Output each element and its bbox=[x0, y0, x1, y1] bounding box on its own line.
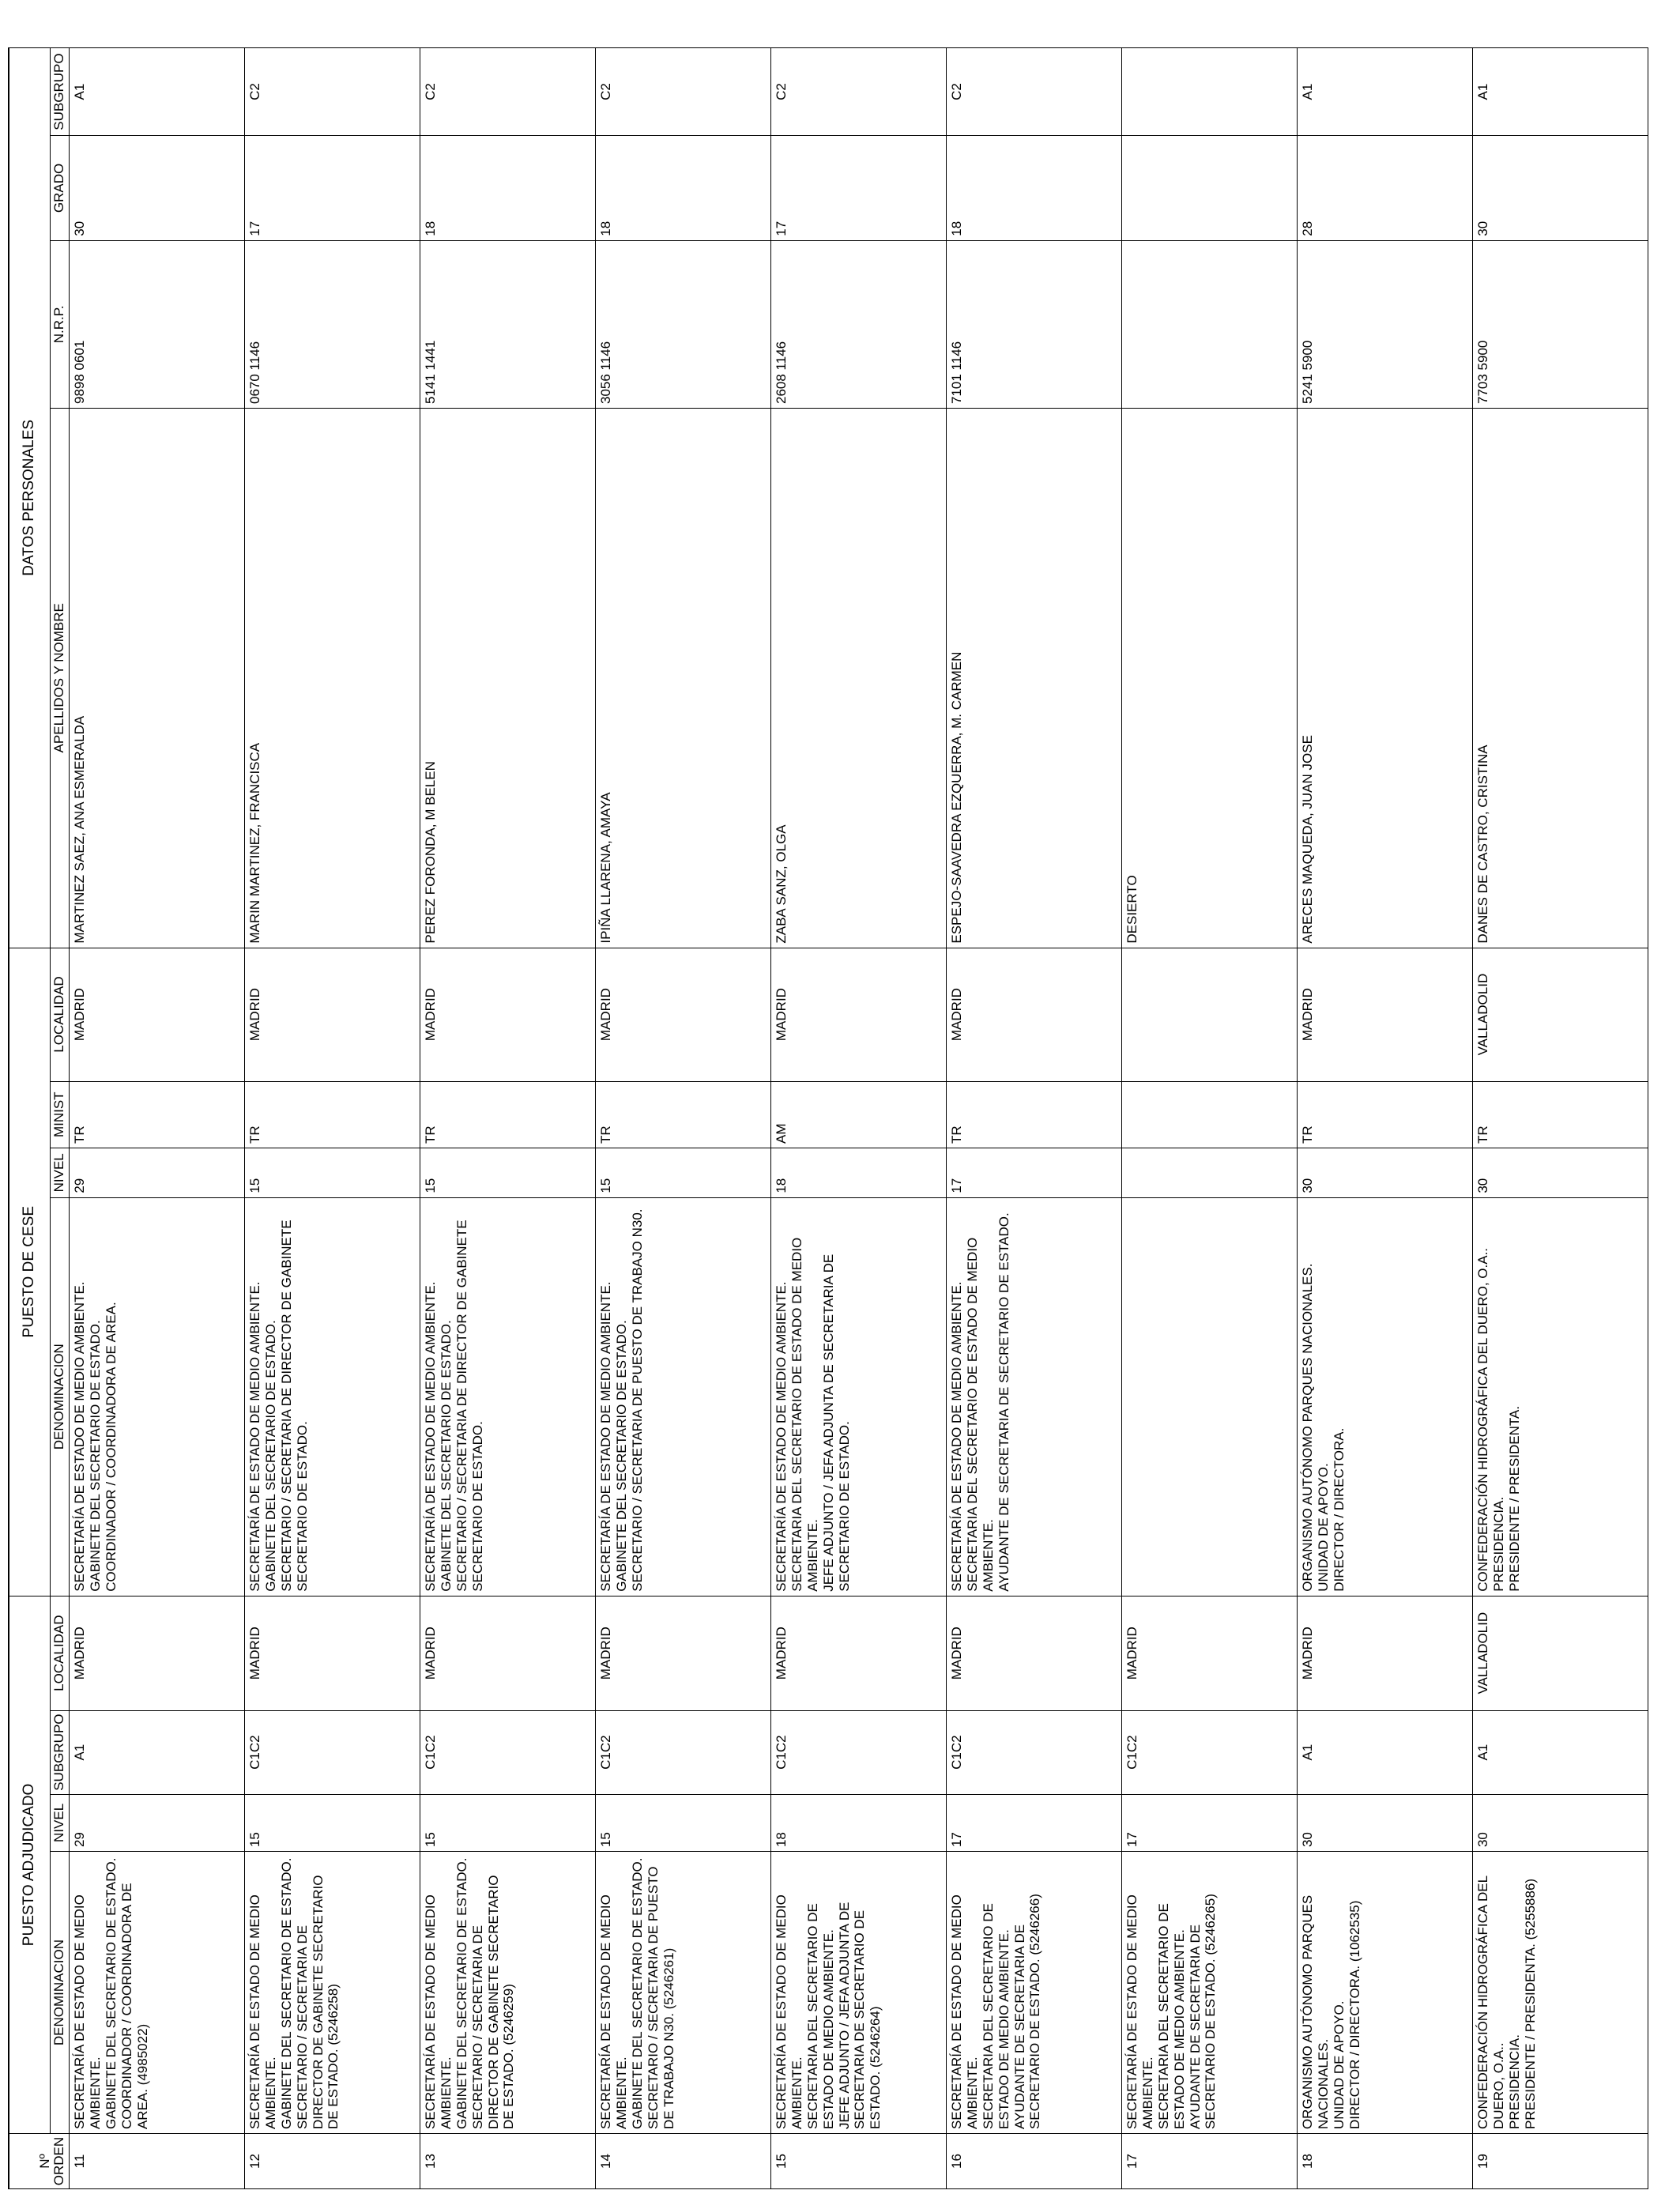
cell-adj-nivel: 18 bbox=[771, 1794, 947, 1851]
cell-orden: 12 bbox=[245, 2134, 420, 2189]
cell-orden: 14 bbox=[596, 2134, 771, 2189]
cell-minist: TR bbox=[1298, 1081, 1473, 1148]
cell-cese-nivel: 15 bbox=[420, 1148, 596, 1197]
table-row bbox=[70, 48, 245, 2189]
header-subgrupo: SUBGRUPO bbox=[51, 1710, 70, 1794]
cell-cese-nivel: 15 bbox=[245, 1148, 420, 1197]
cell-nrp: 7101 1146 bbox=[947, 240, 1122, 408]
cell-orden: 18 bbox=[1298, 2134, 1473, 2189]
cell-cese-nivel: 29 bbox=[70, 1148, 245, 1197]
cell-minist: TR bbox=[947, 1081, 1122, 1148]
cell-cese-denominacion: SECRETARÍA DE ESTADO DE MEDIO AMBIENTE. SECRETARIA DEL SECRETARIO DE ESTADO DE MEDIO AMBIENTE. AYUDANTE DE SECRETARIA DE SECRETARIO DE ESTADO. bbox=[947, 1197, 1122, 1596]
cell-apellidos: ESPEJO-SAAVEDRA EZQUERRA, M. CARMEN bbox=[947, 408, 1122, 948]
cell-apellidos: MARIN MARTINEZ, FRANCISCA bbox=[245, 408, 420, 948]
cell-cese-localidad bbox=[1122, 948, 1298, 1081]
rotated-table-wrapper bbox=[8, 47, 1628, 2189]
header-dp-subgrupo: SUBGRUPO bbox=[51, 48, 70, 136]
cell-adj-nivel: 15 bbox=[596, 1794, 771, 1851]
cell-adj-subgrupo: C1C2 bbox=[245, 1710, 420, 1794]
cell-cese-denominacion: SECRETARÍA DE ESTADO DE MEDIO AMBIENTE. GABINETE DEL SECRETARIO DE ESTADO. COORDINADOR / COORDINADORA DE AREA. bbox=[70, 1197, 245, 1596]
cell-cese-denominacion bbox=[1122, 1197, 1298, 1596]
cell-minist: TR bbox=[1473, 1081, 1648, 1148]
cell-cese-nivel: 30 bbox=[1473, 1148, 1648, 1197]
cell-adj-nivel: 15 bbox=[420, 1794, 596, 1851]
cell-grado bbox=[1122, 136, 1298, 241]
cell-apellidos: PEREZ FORONDA, M BELEN bbox=[420, 408, 596, 948]
cell-subgrupo: A1 bbox=[1298, 48, 1473, 136]
cell-cese-denominacion: SECRETARÍA DE ESTADO DE MEDIO AMBIENTE. SECRETARIA DEL SECRETARIO DE ESTADO DE MEDIO AMBIENTE. JEFE ADJUNTO / JEFA ADJUNTA DE SECRETARIA DE SECRETARIO DE ESTADO. bbox=[771, 1197, 947, 1596]
cell-grado: 30 bbox=[70, 136, 245, 241]
cell-orden: 19 bbox=[1473, 2134, 1648, 2189]
header-nivel: NIVEL bbox=[51, 1794, 70, 1851]
cell-orden: 11 bbox=[70, 2134, 245, 2189]
cell-adj-subgrupo: A1 bbox=[1473, 1710, 1648, 1794]
cell-adj-denominacion: SECRETARÍA DE ESTADO DE MEDIO AMBIENTE. GABINETE DEL SECRETARIO DE ESTADO. SECRETARIO / SECRETARIA DE DIRECTOR DE GABINETE SECRETARIO DE ESTADO. (5246258) bbox=[245, 1852, 420, 2134]
cell-adj-subgrupo: C1C2 bbox=[771, 1710, 947, 1794]
table-row bbox=[420, 48, 596, 2189]
cell-adj-nivel: 29 bbox=[70, 1794, 245, 1851]
cell-cese-nivel: 30 bbox=[1298, 1148, 1473, 1197]
cell-minist: TR bbox=[245, 1081, 420, 1148]
cell-adj-denominacion: CONFEDERACIÓN HIDROGRÁFICA DEL DUERO, O.A.. PRESIDENCIA. PRESIDENTE / PRESIDENTA. (5255886) bbox=[1473, 1852, 1648, 2134]
cell-cese-denominacion: SECRETARÍA DE ESTADO DE MEDIO AMBIENTE. GABINETE DEL SECRETARIO DE ESTADO. SECRETARIO / SECRETARIA DE PUESTO DE TRABAJO N30. bbox=[596, 1197, 771, 1596]
cell-adj-denominacion: SECRETARÍA DE ESTADO DE MEDIO AMBIENTE. SECRETARIA DEL SECRETARIO DE ESTADO DE MEDIO AMBIENTE. AYUDANTE DE SECRETARIA DE SECRETARIO DE ESTADO. (5246266) bbox=[947, 1852, 1122, 2134]
cell-adj-nivel: 30 bbox=[1473, 1794, 1648, 1851]
cell-grado: 17 bbox=[771, 136, 947, 241]
cell-cese-localidad: MADRID bbox=[1298, 948, 1473, 1081]
cell-nrp: 3056 1146 bbox=[596, 240, 771, 408]
header-group-datos-personales: DATOS PERSONALES bbox=[9, 48, 51, 948]
table-row bbox=[947, 48, 1122, 2189]
cell-cese-localidad: VALLADOLID bbox=[1473, 948, 1648, 1081]
header-apellidos: APELLIDOS Y NOMBRE bbox=[51, 408, 70, 948]
cell-adj-denominacion: SECRETARÍA DE ESTADO DE MEDIO AMBIENTE. GABINETE DEL SECRETARIO DE ESTADO. SECRETARIO / SECRETARIA DE DIRECTOR DE GABINETE SECRETARIO DE ESTADO. (5246259) bbox=[420, 1852, 596, 2134]
cell-adj-subgrupo: C1C2 bbox=[947, 1710, 1122, 1794]
cell-subgrupo: C2 bbox=[245, 48, 420, 136]
table-row bbox=[1473, 48, 1648, 2189]
cell-cese-localidad: MADRID bbox=[596, 948, 771, 1081]
header-orden: Nº ORDEN bbox=[9, 2134, 70, 2189]
header-grado: GRADO bbox=[51, 136, 70, 241]
cell-minist: TR bbox=[596, 1081, 771, 1148]
cell-adj-nivel: 17 bbox=[947, 1794, 1122, 1851]
cell-cese-localidad: MADRID bbox=[245, 948, 420, 1081]
cell-subgrupo: C2 bbox=[771, 48, 947, 136]
cell-adj-denominacion: SECRETARÍA DE ESTADO DE MEDIO AMBIENTE. GABINETE DEL SECRETARIO DE ESTADO. SECRETARIO / SECRETARIA DE PUESTO DE TRABAJO N30. (5246261) bbox=[596, 1852, 771, 2134]
cell-apellidos: IPIÑA LLARENA, AMAYA bbox=[596, 408, 771, 948]
cell-subgrupo: C2 bbox=[420, 48, 596, 136]
cell-cese-denominacion: ORGANISMO AUTÓNOMO PARQUES NACIONALES. UNIDAD DE APOYO. DIRECTOR / DIRECTORA. bbox=[1298, 1197, 1473, 1596]
cell-minist: TR bbox=[70, 1081, 245, 1148]
cell-cese-localidad: MADRID bbox=[771, 948, 947, 1081]
cell-minist: TR bbox=[420, 1081, 596, 1148]
cell-cese-denominacion: SECRETARÍA DE ESTADO DE MEDIO AMBIENTE. GABINETE DEL SECRETARIO DE ESTADO. SECRETARIO / SECRETARIA DE DIRECTOR DE GABINETE SECRETARIO DE ESTADO. bbox=[245, 1197, 420, 1596]
cell-subgrupo bbox=[1122, 48, 1298, 136]
header-group-puesto-cese: PUESTO DE CESE bbox=[9, 948, 51, 1596]
cell-orden: 13 bbox=[420, 2134, 596, 2189]
cell-cese-localidad: MADRID bbox=[947, 948, 1122, 1081]
cell-adj-subgrupo: A1 bbox=[1298, 1710, 1473, 1794]
cell-adj-denominacion: ORGANISMO AUTÓNOMO PARQUES NACIONALES. UNIDAD DE APOYO. DIRECTOR / DIRECTORA. (1062535) bbox=[1298, 1852, 1473, 2134]
cell-cese-denominacion: CONFEDERACIÓN HIDROGRÁFICA DEL DUERO, O.A.. PRESIDENCIA. PRESIDENTE / PRESIDENTA. bbox=[1473, 1197, 1648, 1596]
cell-adj-localidad: MADRID bbox=[420, 1596, 596, 1710]
cell-adj-nivel: 30 bbox=[1298, 1794, 1473, 1851]
cell-apellidos: MARTINEZ SAEZ, ANA ESMERALDA bbox=[70, 408, 245, 948]
cell-adj-nivel: 15 bbox=[245, 1794, 420, 1851]
cell-adj-localidad: MADRID bbox=[70, 1596, 245, 1710]
header-cese-localidad: LOCALIDAD bbox=[51, 948, 70, 1081]
cell-nrp: 0670 1146 bbox=[245, 240, 420, 408]
cell-apellidos: DANES DE CASTRO, CRISTINA bbox=[1473, 408, 1648, 948]
cell-orden: 15 bbox=[771, 2134, 947, 2189]
table-row bbox=[1122, 48, 1298, 2189]
cell-grado: 18 bbox=[947, 136, 1122, 241]
cell-cese-nivel bbox=[1122, 1148, 1298, 1197]
cell-subgrupo: C2 bbox=[596, 48, 771, 136]
cell-orden: 16 bbox=[947, 2134, 1122, 2189]
header-minist: MINIST bbox=[51, 1081, 70, 1148]
cell-cese-denominacion: SECRETARÍA DE ESTADO DE MEDIO AMBIENTE. GABINETE DEL SECRETARIO DE ESTADO. SECRETARIO / SECRETARIA DE DIRECTOR DE GABINETE SECRETARIO DE ESTADO. bbox=[420, 1197, 596, 1596]
cell-adj-localidad: MADRID bbox=[771, 1596, 947, 1710]
adjudication-table bbox=[8, 47, 1648, 2189]
cell-minist: AM bbox=[771, 1081, 947, 1148]
cell-adj-subgrupo: A1 bbox=[70, 1710, 245, 1794]
cell-adj-subgrupo: C1C2 bbox=[1122, 1710, 1298, 1794]
cell-adj-subgrupo: C1C2 bbox=[420, 1710, 596, 1794]
cell-nrp: 9898 0601 bbox=[70, 240, 245, 408]
top-rule bbox=[8, 47, 9, 2189]
cell-nrp bbox=[1122, 240, 1298, 408]
cell-grado: 30 bbox=[1473, 136, 1648, 241]
cell-nrp: 5241 5900 bbox=[1298, 240, 1473, 408]
header-localidad: LOCALIDAD bbox=[51, 1596, 70, 1710]
table-row bbox=[245, 48, 420, 2189]
cell-adj-localidad: VALLADOLID bbox=[1473, 1596, 1648, 1710]
cell-subgrupo: A1 bbox=[1473, 48, 1648, 136]
cell-adj-localidad: MADRID bbox=[596, 1596, 771, 1710]
cell-adj-localidad: MADRID bbox=[1298, 1596, 1473, 1710]
cell-grado: 18 bbox=[420, 136, 596, 241]
cell-minist bbox=[1122, 1081, 1298, 1148]
cell-subgrupo: A1 bbox=[70, 48, 245, 136]
cell-grado: 17 bbox=[245, 136, 420, 241]
cell-adj-denominacion: SECRETARÍA DE ESTADO DE MEDIO AMBIENTE. SECRETARIA DEL SECRETARIO DE ESTADO DE MEDIO AMBIENTE. JEFE ADJUNTO / JEFA ADJUNTA DE SECRETARIA DE SECRETARIO DE ESTADO. (5246264) bbox=[771, 1852, 947, 2134]
cell-nrp: 2608 1146 bbox=[771, 240, 947, 408]
header-denominacion: DENOMINACION bbox=[51, 1852, 70, 2134]
cell-adj-denominacion: SECRETARÍA DE ESTADO DE MEDIO AMBIENTE. GABINETE DEL SECRETARIO DE ESTADO. COORDINADOR / COORDINADORA DE AREA. (4985022) bbox=[70, 1852, 245, 2134]
table-row bbox=[596, 48, 771, 2189]
header-cese-nivel: NIVEL bbox=[51, 1148, 70, 1197]
cell-subgrupo: C2 bbox=[947, 48, 1122, 136]
cell-apellidos: ZABA SANZ, OLGA bbox=[771, 408, 947, 948]
cell-adj-localidad: MADRID bbox=[947, 1596, 1122, 1710]
cell-adj-nivel: 17 bbox=[1122, 1794, 1298, 1851]
cell-cese-nivel: 17 bbox=[947, 1148, 1122, 1197]
cell-cese-nivel: 18 bbox=[771, 1148, 947, 1197]
cell-nrp: 7703 5900 bbox=[1473, 240, 1648, 408]
cell-cese-nivel: 15 bbox=[596, 1148, 771, 1197]
cell-grado: 18 bbox=[596, 136, 771, 241]
cell-orden: 17 bbox=[1122, 2134, 1298, 2189]
cell-nrp: 5141 1441 bbox=[420, 240, 596, 408]
cell-adj-localidad: MADRID bbox=[1122, 1596, 1298, 1710]
cell-apellidos: DESIERTO bbox=[1122, 408, 1298, 948]
header-group-puesto-adjudicado: PUESTO ADJUDICADO bbox=[9, 1596, 51, 2133]
cell-adj-subgrupo: C1C2 bbox=[596, 1710, 771, 1794]
table-row bbox=[1298, 48, 1473, 2189]
cell-grado: 28 bbox=[1298, 136, 1473, 241]
cell-cese-localidad: MADRID bbox=[70, 948, 245, 1081]
cell-apellidos: ARECES MAQUEDA, JUAN JOSE bbox=[1298, 408, 1473, 948]
cell-adj-localidad: MADRID bbox=[245, 1596, 420, 1710]
cell-adj-denominacion: SECRETARÍA DE ESTADO DE MEDIO AMBIENTE. SECRETARIA DEL SECRETARIO DE ESTADO DE MEDIO AMBIENTE. AYUDANTE DE SECRETARIA DE SECRETARIO DE ESTADO. (5246265) bbox=[1122, 1852, 1298, 2134]
header-nrp: N.R.P. bbox=[51, 240, 70, 408]
table-row bbox=[771, 48, 947, 2189]
cell-cese-localidad: MADRID bbox=[420, 948, 596, 1081]
header-cese-denominacion: DENOMINACION bbox=[51, 1197, 70, 1596]
